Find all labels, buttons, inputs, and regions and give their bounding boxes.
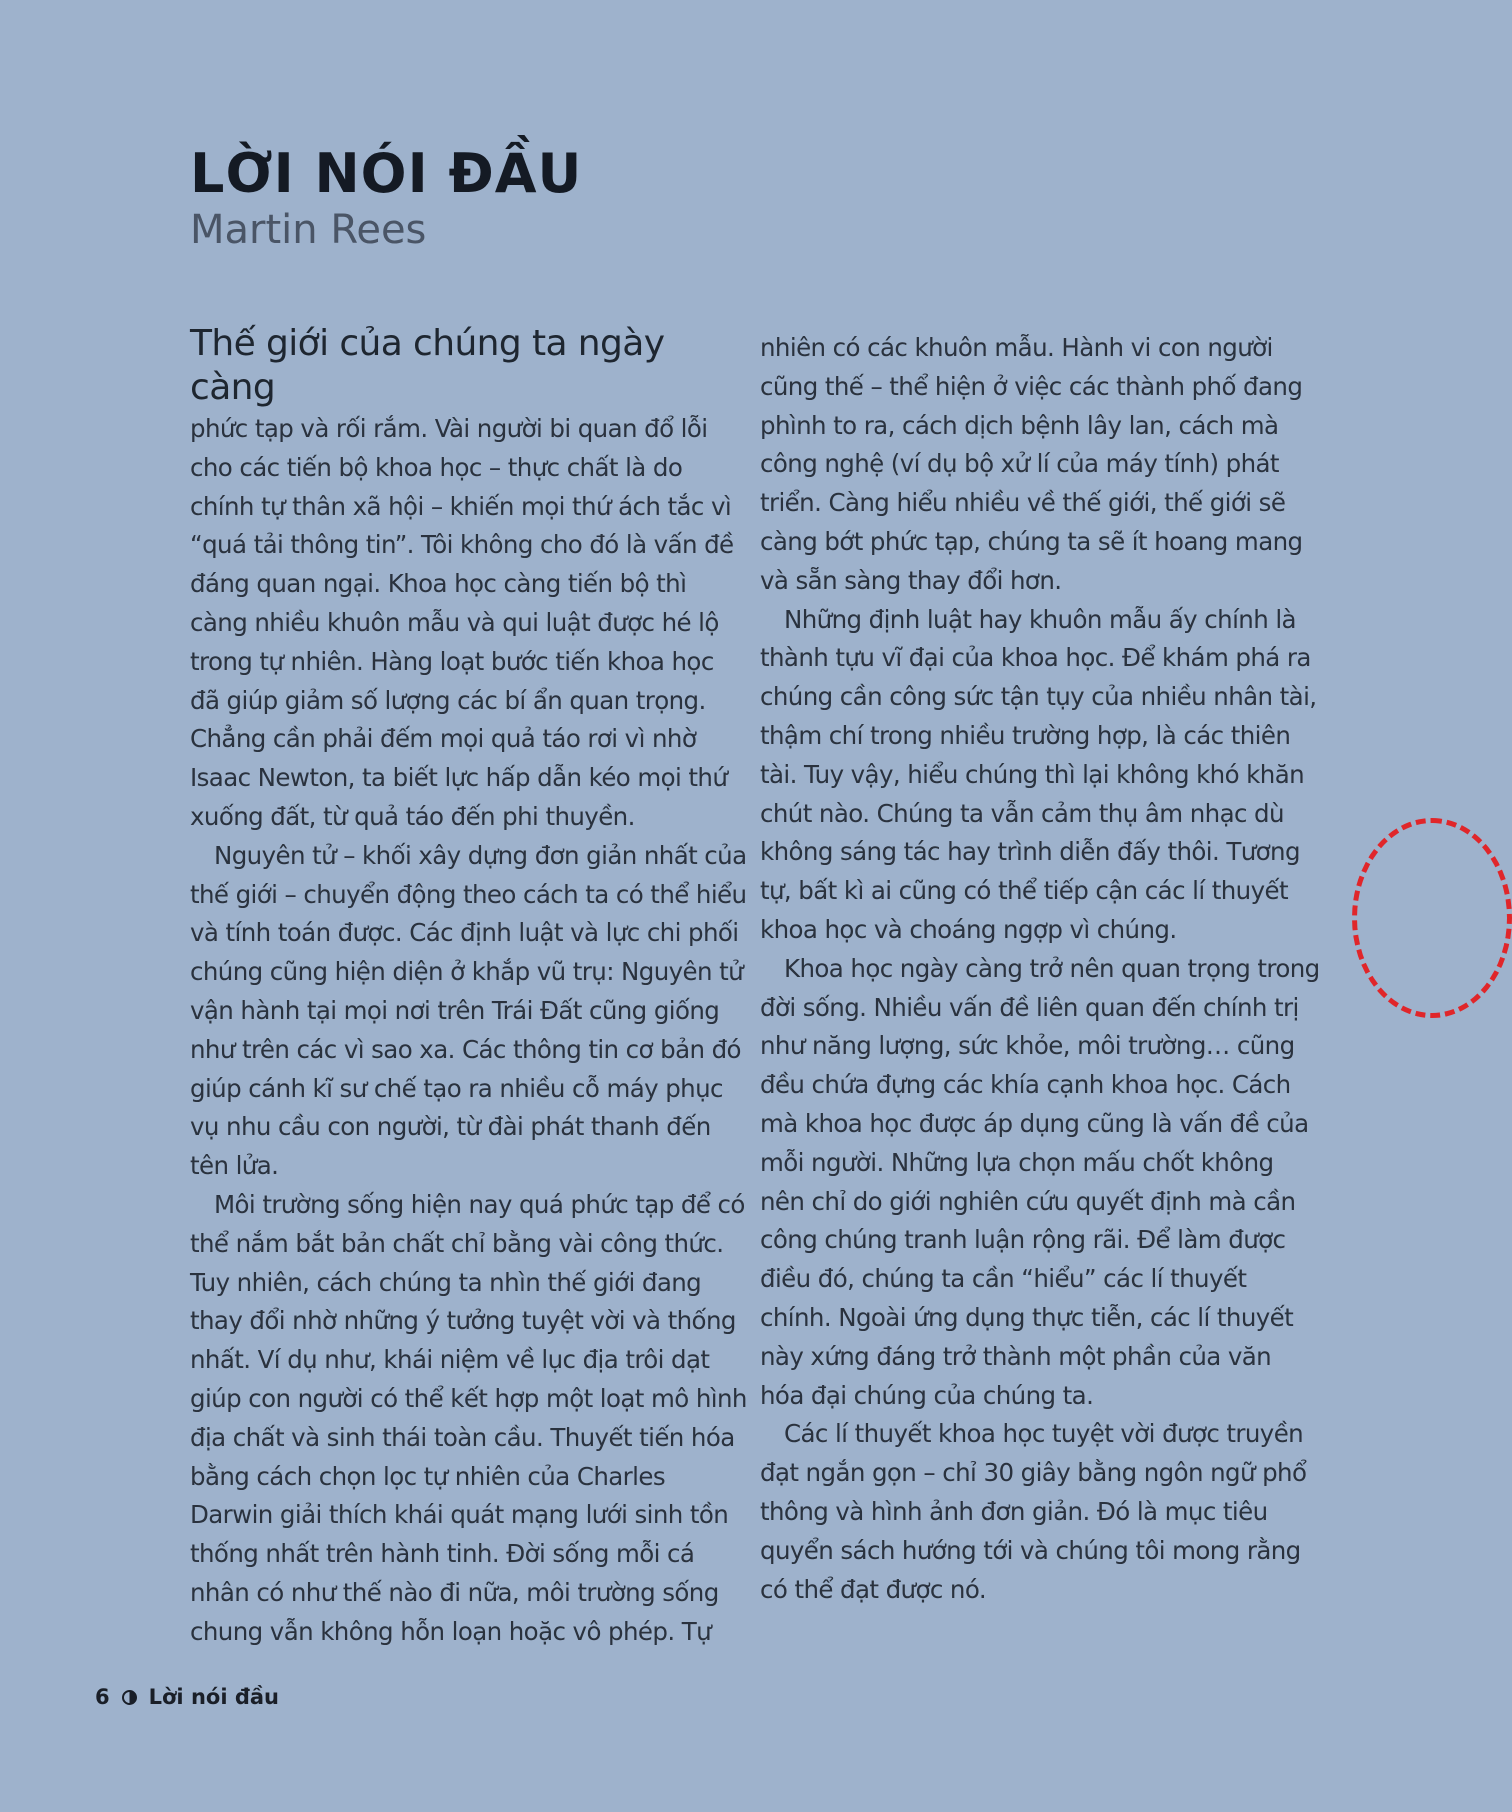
page-header [190,142,582,254]
dashed-circle-decoration [1352,818,1512,1018]
paragraph-2: Nguyên tử – khối xây dựng đơn giản nhất của thế giới – chuyển động theo cách ta có thể hiểu và tính toán được. Các định luật và lực chi phối chúng cũng hiện diện ở khắp vũ trụ: Nguyên tử vận hành tại mọi nơi trên Trái Đất cũng giống như trên các vì sao xa. Các thông tin cơ bản đó giúp cánh kĩ sư chế tạo ra nhiều cỗ máy phục vụ nhu cầu con người, từ đài phát thanh đến tên lửa. [190,840,747,1181]
paragraph-6: Các lí thuyết khoa học tuyệt vời được truyền đạt ngắn gọn – chỉ 30 giây bằng ngôn ngữ phổ thông và hình ảnh đơn giản. Đó là mục tiêu quyển sách hướng tới và chúng tôi mong rằng có thể đạt được nó. [760,1419,1307,1604]
page-footer [95,1685,279,1709]
paragraph-4: Những định luật hay khuôn mẫu ấy chính là thành tựu vĩ đại của khoa học. Để khám phá ra chúng cần công sức tận tụy của nhiều nhân tài, thậm chí trong nhiều trường hợp, là các thiên tài. Tuy vậy, hiểu chúng thì lại không khó khăn chút nào. Chúng ta vẫn cảm thụ âm nhạc dù không sáng tác hay trình diễn đấy thôi. Tương tự, bất kì ai cũng có thể tiếp cận các lí thuyết khoa học và choáng ngợp vì chúng. [760,604,1317,944]
page-number: 6 [95,1685,110,1709]
body-text [190,322,1320,1646]
half-circle-icon [122,1690,137,1705]
page-title: LỜI NÓI ĐẦU [190,142,583,205]
author-name: Martin Rees [190,207,427,253]
footer-section-title: Lời nói đầu [148,1685,279,1709]
paragraph-3-continued: nhiên có các khuôn mẫu. Hành vi con người cũng thế – thể hiện ở việc các thành phố đang phình to ra, cách dịch bệnh lây lan, cách mà công nghệ (ví dụ bộ xử lí của máy tính) phát triển. Càng hiểu nhiều về thế giới, thế giới sẽ càng bớt phức tạp, chúng ta sẽ ít hoang mang và sẵn sàng thay đổi hơn. [760,333,1303,595]
column-right [760,322,1320,1629]
lead-line: Thế giới của chúng ta ngày càng [190,323,665,408]
paragraph-1: phức tạp và rối rắm. Vài người bi quan đổ lỗi cho các tiến bộ khoa học – thực chất là do chính tự thân xã hội – khiến mọi thứ ách tắc vì “quá tải thông tin”. Tôi không cho đó là vấn đề đáng quan ngại. Khoa học càng tiến bộ thì càng nhiều khuôn mẫu và qui luật được hé lộ trong tự nhiên. Hàng loạt bước tiến khoa học đã giúp giảm số lượng các bí ẩn quan trọng. Chẳng cần phải đếm mọi quả táo rơi vì nhờ Isaac Newton, ta biết lực hấp dẫn kéo mọi thứ xuống đất, từ quả táo đến phi thuyền. [190,414,734,831]
paragraph-3: Môi trường sống hiện nay quá phức tạp để có thể nắm bắt bản chất chỉ bằng vài công thức. Tuy nhiên, cách chúng ta nhìn thế giới đang thay đổi nhờ những ý tưởng tuyệt vời và thống nhất. Ví dụ như, khái niệm về lục địa trôi dạt giúp con người có thể kết hợp một loạt mô hình địa chất và sinh thái toàn cầu. Thuyết tiến hóa bằng cách chọn lọc tự nhiên của Charles Darwin giải thích khái quát mạng lưới sinh tồn thống nhất trên hành tinh. Đời sống mỗi cá nhân có như thế nào đi nữa, môi trường sống chung vẫn không hỗn loạn hoặc vô phép. Tự [190,1189,747,1646]
column-left [190,322,750,1646]
paragraph-5: Khoa học ngày càng trở nên quan trọng trong đời sống. Nhiều vấn đề liên quan đến chính trị như năng lượng, sức khỏe, môi trường… cũng đều chứa đựng các khía cạnh khoa học. Cách mà khoa học được áp dụng cũng là vấn đề của mỗi người. Những lựa chọn mấu chốt không nên chỉ do giới nghiên cứu quyết định mà cần công chúng tranh luận rộng rãi. Để làm được điều đó, chúng ta cần “hiểu” các lí thuyết chính. Ngoài ứng dụng thực tiễn, các lí thuyết này xứng đáng trở thành một phần của văn hóa đại chúng của chúng ta. [760,953,1320,1410]
